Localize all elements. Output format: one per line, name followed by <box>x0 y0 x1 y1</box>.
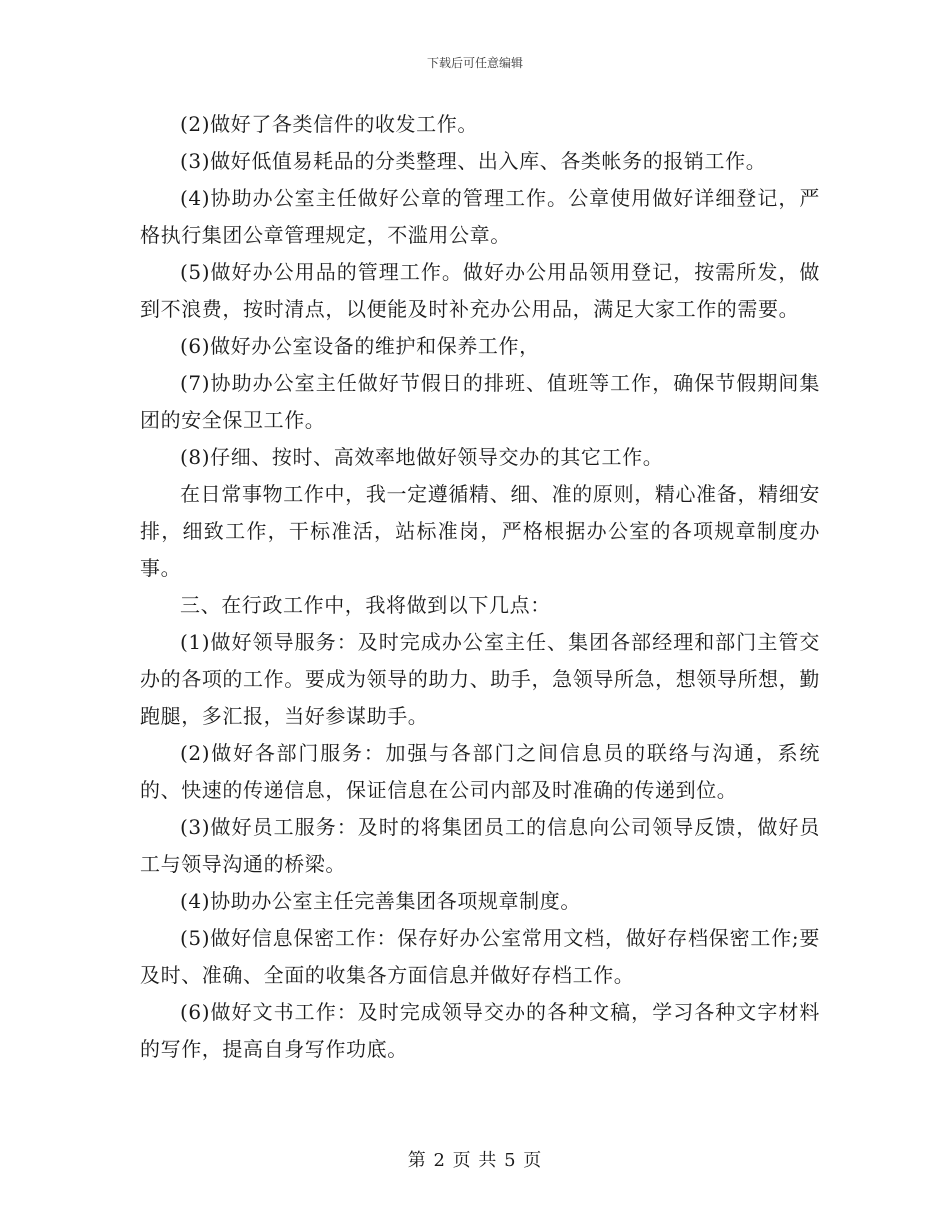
document-body <box>140 106 820 1068</box>
paragraph: (2)做好各部门服务：加强与各部门之间信息员的联络与沟通，系统的、快速的传递信息，保证信息在公司内部及时准确的传递到位。 <box>140 741 820 802</box>
page-header: 下载后可任意编辑 <box>426 56 523 70</box>
paragraph: (8)仔细、按时、高效率地做好领导交办的其它工作。 <box>180 445 664 469</box>
paragraph: (4)协助办公室主任做好公章的管理工作。公章使用做好详细登记，严格执行集团公章管理规定，不滥用公章。 <box>140 186 820 247</box>
page-number-footer: 第 2 页 共 5 页 <box>407 1150 543 1171</box>
paragraph: (5)做好信息保密工作：保存好办公室常用文档，做好存档保密工作;要及时、准确、全面的收集各方面信息并做好存档工作。 <box>140 926 820 987</box>
paragraph: (3)做好低值易耗品的分类整理、出入库、各类帐务的报销工作。 <box>180 149 767 173</box>
paragraph: (6)做好文书工作：及时完成领导交办的各种文稿，学习各种文字材料的写作，提高自身写作功底。 <box>140 1000 820 1061</box>
paragraph: (2)做好了各类信件的收发工作。 <box>180 112 478 136</box>
paragraph: (5)做好办公用品的管理工作。做好办公用品领用登记，按需所发，做到不浪费，按时清点，以便能及时补充办公用品，满足大家工作的需要。 <box>140 260 820 321</box>
paragraph: (7)协助办公室主任做好节假日的排班、值班等工作，确保节假期间集团的安全保卫工作。 <box>140 371 820 432</box>
paragraph: (6)做好办公室设备的维护和保养工作， <box>180 334 540 358</box>
paragraph: 在日常事物工作中，我一定遵循精、细、准的原则，精心准备，精细安排，细致工作，干标准活，站标准岗，严格根据办公室的各项规章制度办事。 <box>140 482 820 580</box>
paragraph: (1)做好领导服务：及时完成办公室主任、集团各部经理和部门主管交办的各项的工作。要成为领导的助力、助手，急领导所急，想领导所想，勤跑腿，多汇报，当好参谋助手。 <box>140 630 820 728</box>
section-heading: 三、在行政工作中，我将做到以下几点： <box>180 593 551 617</box>
paragraph: (3)做好员工服务：及时的将集团员工的信息向公司领导反馈，做好员工与领导沟通的桥梁。 <box>140 815 820 876</box>
paragraph: (4)协助办公室主任完善集团各项规章制度。 <box>180 889 581 913</box>
